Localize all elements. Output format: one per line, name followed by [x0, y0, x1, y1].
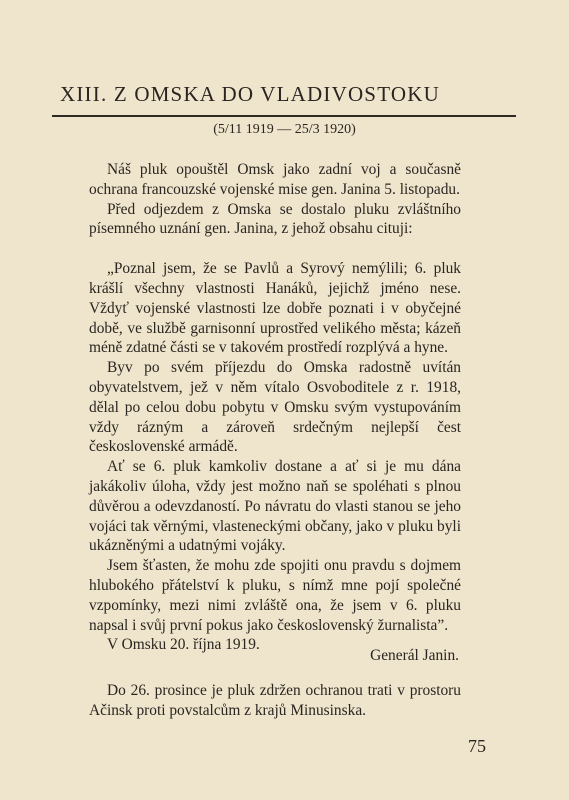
page-number: 75 — [468, 736, 486, 756]
closing-paragraph: Do 26. prosince je pluk zdržen ochranou trati v prostoru Ačinsk proti povstalcům z krajů Minusinska. — [89, 682, 461, 719]
intro-paragraph-2: Před odjezdem z Omska se dostalo pluku zvláštního písemného uznání gen. Janina, z jehož obsahu cituji: — [89, 200, 461, 238]
quote-paragraph-4: Jsem šťasten, že mohu zde spojiti onu pravdu s dojmem hlubokého přátelství k pluku, s nímž mne pojí společné vzpomínky, mezi nimi zvláště ona, že jsem v 6. pluku napsal i svůj první pokus jako československý žurnalista”. — [89, 557, 461, 634]
chapter-dates: (5/11 1919 — 25/3 1920) — [213, 122, 356, 137]
title-rule — [52, 115, 516, 117]
intro-paragraph-1: Náš pluk opouštěl Omsk jako zadní voj a současně ochrana francouzské vojenské mise gen. Janina 5. listopadu. — [89, 161, 461, 198]
quote-paragraph-3: Ať se 6. pluk kamkoliv dostane a ať si je mu dána jakákoliv úloha, vždy jest možno naň se spoléhati s plnou důvěrou a odevzdaností. Po návratu do vlasti stanou se jeho vojáci tak věrnými, vlasteneckými občany, jako v pluku byli ukázněnými a udatnými vojáky. — [89, 458, 461, 555]
quote-paragraph-1: „Poznal jsem, že se Pavlů a Syrový nemýlili; 6. pluk krášlí všechny vlastnosti Hanáků, jejichž jméno nese. Vždyť vojenské vlastnosti lze dobře poznati i v obyčejné době, ve službě garnisonní uprostřed velikého města; kázeň méně zdatné části se v takovém prostředí rozplývá a hyne. — [89, 260, 461, 357]
place-date: V Omsku 20. října 1919. — [107, 636, 260, 654]
signature-row — [89, 635, 461, 665]
quote-paragraph-2: Byv po svém příjezdu do Omska radostně uvítán obyvatelstvem, jež v něm vítalo Osvoboditele z r. 1918, dělal po celou dobu pobytu v Omsku svým vystupováním vždy rázným a zároveň srdečným nejlepší čest československé armádě. — [89, 359, 461, 456]
intro-block — [89, 160, 461, 721]
signature: Generál Janin. — [370, 647, 459, 665]
chapter-title: XIII. Z OMSKA DO VLADIVOSTOKU — [60, 82, 440, 106]
